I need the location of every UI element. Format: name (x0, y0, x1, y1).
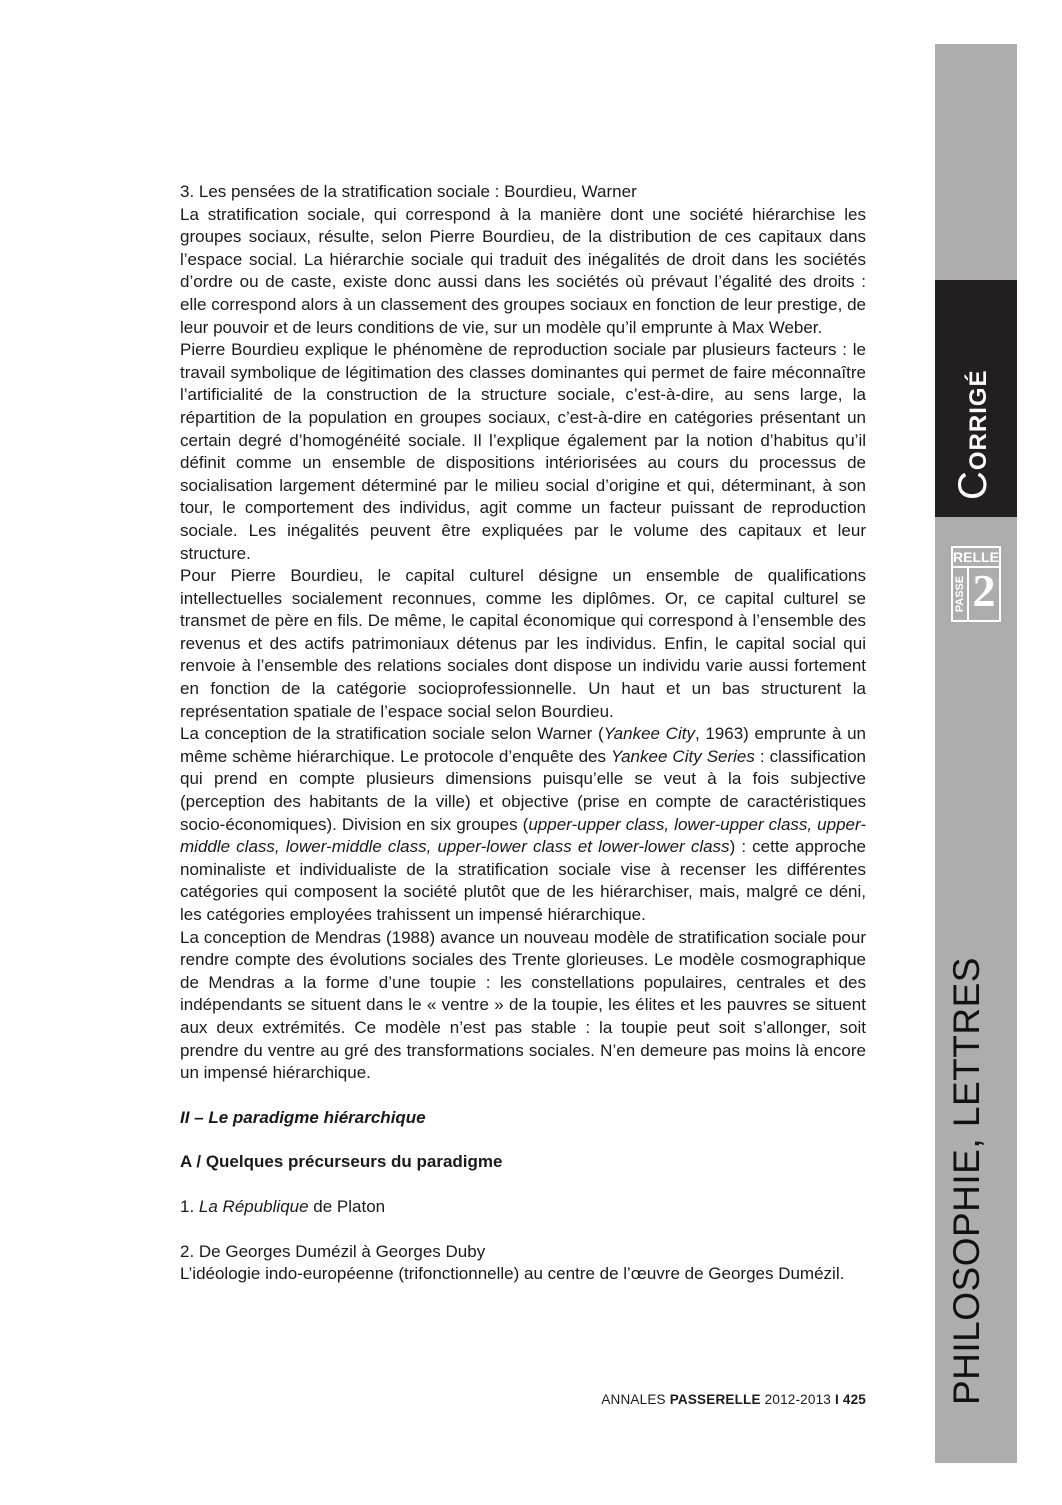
passerelle-2-logo (951, 546, 1001, 622)
page-number: I 425 (834, 1392, 866, 1407)
corrige-label: CORRIGÉ (951, 369, 995, 500)
list-item: 1. La République de Platon (180, 1196, 386, 1216)
paragraph-warner: La conception de la stratification sociale selon Warner (Yankee City, 1963) emprunte à un même schème hiérarchique. Le protocole d’enquête des Yankee City Series : classification qui prend en compte plusieurs dimensions puisqu’elle se veut à la fois subjective (perception des habitants de la ville) et objective (prise en compte de caractéristiques socio-économiques). Division en six groupes (upper-upper class, lower-upper class, upper-middle class, lower-middle class, upper-lower class et lower-lower class) : cette approche nominaliste et individualiste de la stratification sociale vise à recenser les différentes catégories qui composent la société plutôt que de les hiérarchiser, mais, malgré ce déni, les catégories employées trahissent un impensé hiérarchique. (180, 724, 867, 924)
sub-heading: A / Quelques précurseurs du paradigme (180, 1152, 503, 1172)
logo-top-text: RELLE (953, 548, 999, 568)
page-body (180, 181, 866, 1286)
page-footer: ANNALES PASSERELLE 2012-2013 I 425 (601, 1392, 866, 1407)
section-heading: 3. Les pensées de la stratification sociale : Bourdieu, Warner (180, 182, 637, 201)
paragraph: Pierre Bourdieu explique le phénomène de reproduction sociale par plusieurs facteurs : le travail symbolique de légitimation des classes dominantes qui permet de faire méconnaître l’artificialité de la construction de la structure sociale, c’est-à-dire, au sens large, la répartition de la population en groupes sociaux, c’est-à-dire en catégories présentant un certain degré d’homogénéité sociale. Il l’explique également par la notion d’habitus qu’il définit comme un ensemble de dispositions intériorisées au cours du processus de socialisation largement déterminé par le milieu social d’origine et qui, déterminant, à son tour, le comportement des individus, agit comme un facteur puissant de reproduction sociale. Les inégalités peuvent être expliquées par le volume des capitaux et leur structure. (180, 340, 866, 563)
paragraph: L’idéologie indo-européenne (trifonctionnelle) au centre de l’œuvre de Georges Dumézil. (180, 1264, 845, 1284)
logo-number: 2 (972, 565, 996, 616)
list-item: 2. De Georges Dumézil à Georges Duby (180, 1241, 486, 1261)
paragraph: Pour Pierre Bourdieu, le capital culturel désigne un ensemble de qualifications intellectuelles socialement reconnues, comme les diplômes. Or, ce capital culturel se transmet de père en fils. De même, le capital économique qui correspond à l’ensemble des revenus et des actifs patrimoniaux détenus par les individus. Enfin, le capital social qui renvoie à l’ensemble des relations sociales dont dispose un individu varie aussi fortement en fonction de la catégorie socioprofessionnelle. Un haut et un bas structurent la représentation spatiale de l’espace social selon Bourdieu. (180, 566, 866, 721)
part-heading: II – Le paradigme hiérarchique (180, 1107, 426, 1127)
logo-side-text: PASSE (954, 575, 966, 613)
paragraph: La conception de Mendras (1988) avance un nouveau modèle de stratification sociale pour rendre compte des évolutions sociales des Trente glorieuses. Le modèle cosmographique de Mendras a la forme d’une toupie : les constellations populaires, centrales et des indépendants se situent dans le « ventre » de la toupie, les élites et les pauvres se situent aux deux extrémités. Ce modèle n’est pas stable : la toupie peut soit s’allonger, soit prendre du ventre au gré des transformations sociales. N’en demeure pas moins là encore un impensé hiérarchique. (180, 927, 866, 1083)
subject-label: PHILOSOPHIE, LETTRES (946, 957, 987, 1405)
paragraph: La stratification sociale, qui correspond à la manière dont une société hiérarchise les groupes sociaux, résulte, selon Pierre Bourdieu, de la distribution de ces capitaux dans l’espace social. La hiérarchie sociale qui traduit des inégalités de droit dans les sociétés d’ordre ou de caste, existe donc aussi dans les sociétés où prévaut l’égalité des droits : elle correspond alors à un classement des groupes sociaux en fonction de leur prestige, de leur pouvoir et de leurs conditions de vie, sur un modèle qu’il emprunte à Max Weber. (180, 204, 866, 337)
